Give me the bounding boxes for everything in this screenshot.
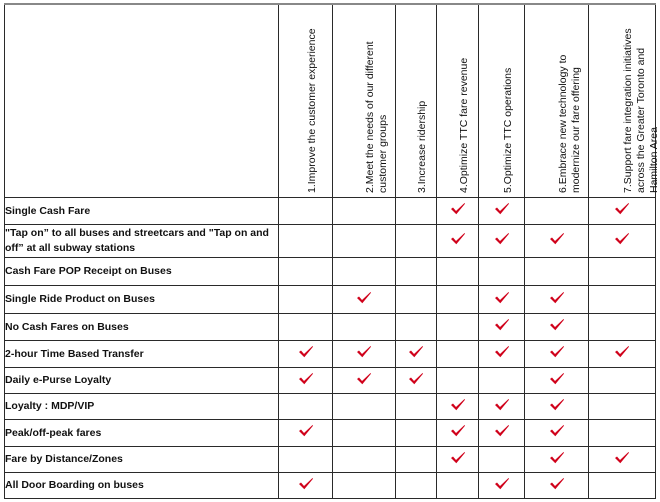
goal-cell	[437, 258, 479, 286]
goal-cell	[437, 368, 479, 394]
goal-cell	[589, 447, 656, 473]
checkmark-icon	[450, 232, 466, 245]
table-row	[5, 314, 656, 341]
goal-cell	[279, 420, 333, 447]
goal-header-5	[479, 4, 525, 198]
goal-cell	[589, 341, 656, 368]
checkmark-icon	[494, 424, 510, 437]
goal-cell	[279, 341, 333, 368]
table-row	[5, 368, 656, 394]
goal-label: 5.Optimize TTC operations	[501, 67, 514, 193]
goal-cell	[479, 225, 525, 258]
goal-cell	[479, 394, 525, 420]
goal-cell	[479, 258, 525, 286]
goal-cell	[525, 286, 589, 314]
goal-cell	[279, 225, 333, 258]
goal-cell	[525, 341, 589, 368]
goal-cell	[279, 198, 333, 225]
goal-cell	[525, 447, 589, 473]
checkmark-icon	[549, 291, 565, 304]
checkmark-icon	[408, 372, 424, 385]
goal-cell	[589, 286, 656, 314]
table-row	[5, 225, 656, 258]
goal-cell	[333, 447, 396, 473]
goal-cell	[279, 258, 333, 286]
checkmark-icon	[450, 451, 466, 464]
header-row	[5, 4, 656, 198]
checkmark-icon	[298, 477, 314, 490]
checkmark-icon	[494, 232, 510, 245]
checkmark-icon	[298, 372, 314, 385]
goal-cell	[333, 258, 396, 286]
goal-cell	[333, 341, 396, 368]
goal-cell	[396, 225, 437, 258]
goal-cell	[279, 314, 333, 341]
checkmark-icon	[549, 424, 565, 437]
fare-option-label: Cash Fare POP Receipt on Buses	[5, 258, 279, 286]
goal-cell	[396, 286, 437, 314]
checkmark-icon	[549, 398, 565, 411]
goal-cell	[479, 286, 525, 314]
fare-option-label: Single Cash Fare	[5, 198, 279, 225]
goal-cell	[479, 473, 525, 499]
goal-cell	[479, 368, 525, 394]
goal-cell	[525, 420, 589, 447]
checkmark-icon	[356, 372, 372, 385]
fare-option-label: Peak/off-peak fares	[5, 420, 279, 447]
goal-label: 3.Increase ridership	[416, 100, 428, 193]
goal-cell	[396, 258, 437, 286]
goal-label: 6.Embrace new technology to modernize our fare offering	[556, 54, 582, 193]
goal-cell	[589, 314, 656, 341]
goal-cell	[479, 341, 525, 368]
checkmark-icon	[494, 398, 510, 411]
goal-cell	[396, 368, 437, 394]
goal-header-7	[589, 4, 660, 198]
goal-cell	[437, 473, 479, 499]
goal-cell	[437, 420, 479, 447]
goal-cell	[396, 420, 437, 447]
table-row	[5, 198, 656, 225]
checkmark-icon	[549, 372, 565, 385]
checkmark-icon	[450, 398, 466, 411]
goal-cell	[396, 447, 437, 473]
goal-header-4	[437, 4, 479, 198]
table-row	[5, 341, 656, 368]
goal-cell	[589, 198, 656, 225]
goal-label: 7.Support fare integration initiatives across the Greater Toronto and Hamilton Area	[622, 28, 660, 193]
checkmark-icon	[614, 202, 630, 215]
goal-cell	[479, 198, 525, 225]
goal-cell	[589, 473, 656, 499]
fare-option-label: 2-hour Time Based Transfer	[5, 341, 279, 368]
table-row	[5, 258, 656, 286]
goal-label: 1.Improve the customer experience	[305, 28, 318, 193]
goal-cell	[479, 314, 525, 341]
checkmark-icon	[549, 477, 565, 490]
goal-cell	[589, 420, 656, 447]
goal-cell	[279, 473, 333, 499]
goal-cell	[279, 394, 333, 420]
goal-cell	[589, 258, 656, 286]
corner-cell	[5, 4, 279, 198]
goal-label: 4.Optimize TTC fare revenue	[457, 57, 470, 193]
table-row	[5, 447, 656, 473]
checkmark-icon	[494, 477, 510, 490]
goal-cell	[333, 473, 396, 499]
checkmark-icon	[494, 318, 510, 331]
checkmark-icon	[549, 345, 565, 358]
goal-cell	[333, 368, 396, 394]
goal-cell	[333, 225, 396, 258]
checkmark-icon	[450, 424, 466, 437]
fare-option-label: "Tap on” to all buses and streetcars and "Tap on and off” at all subway stations	[5, 225, 279, 258]
table-row	[5, 394, 656, 420]
goal-cell	[479, 447, 525, 473]
goal-cell	[437, 447, 479, 473]
goal-cell	[437, 286, 479, 314]
goal-cell	[479, 420, 525, 447]
goal-cell	[525, 314, 589, 341]
goal-cell	[396, 394, 437, 420]
goal-header-2	[333, 4, 396, 198]
goal-cell	[333, 198, 396, 225]
checkmark-icon	[450, 202, 466, 215]
goal-cell	[437, 394, 479, 420]
goal-cell	[333, 394, 396, 420]
fare-option-label: No Cash Fares on Buses	[5, 314, 279, 341]
goal-cell	[437, 341, 479, 368]
checkmark-icon	[549, 451, 565, 464]
checkmark-icon	[494, 345, 510, 358]
goal-cell	[525, 225, 589, 258]
goal-cell	[333, 420, 396, 447]
goal-header-1	[279, 4, 333, 198]
goal-cell	[396, 198, 437, 225]
goal-cell	[589, 368, 656, 394]
fare-policy-goal-matrix	[4, 3, 660, 499]
goal-label: 2.Meet the needs of our different customer groups	[364, 41, 389, 193]
goal-cell	[396, 341, 437, 368]
goal-header-3	[396, 4, 437, 198]
table-row	[5, 286, 656, 314]
fare-option-label: Daily e-Purse Loyalty	[5, 368, 279, 394]
goal-cell	[525, 394, 589, 420]
checkmark-icon	[614, 232, 630, 245]
matrix-body	[5, 198, 656, 499]
checkmark-icon	[494, 291, 510, 304]
goal-cell	[279, 368, 333, 394]
goal-cell	[396, 473, 437, 499]
checkmark-icon	[408, 345, 424, 358]
goal-cell	[333, 286, 396, 314]
goal-cell	[333, 314, 396, 341]
table-row	[5, 473, 656, 499]
goal-cell	[525, 258, 589, 286]
table-row	[5, 420, 656, 447]
goal-cell	[525, 198, 589, 225]
goal-cell	[525, 473, 589, 499]
checkmark-icon	[356, 345, 372, 358]
fare-option-label: All Door Boarding on buses	[5, 473, 279, 499]
checkmark-icon	[614, 345, 630, 358]
checkmark-icon	[298, 345, 314, 358]
goal-cell	[437, 225, 479, 258]
goal-cell	[525, 368, 589, 394]
checkmark-icon	[356, 291, 372, 304]
checkmark-icon	[494, 202, 510, 215]
checkmark-icon	[549, 318, 565, 331]
goal-cell	[437, 198, 479, 225]
goal-cell	[279, 447, 333, 473]
goal-header-6	[525, 4, 589, 198]
fare-option-label: Single Ride Product on Buses	[5, 286, 279, 314]
checkmark-icon	[549, 232, 565, 245]
checkmark-icon	[298, 424, 314, 437]
fare-option-label: Loyalty : MDP/VIP	[5, 394, 279, 420]
checkmark-icon	[614, 451, 630, 464]
goal-cell	[279, 286, 333, 314]
goal-cell	[589, 225, 656, 258]
goal-cell	[437, 314, 479, 341]
goal-cell	[589, 394, 656, 420]
fare-option-label: Fare by Distance/Zones	[5, 447, 279, 473]
goal-cell	[396, 314, 437, 341]
